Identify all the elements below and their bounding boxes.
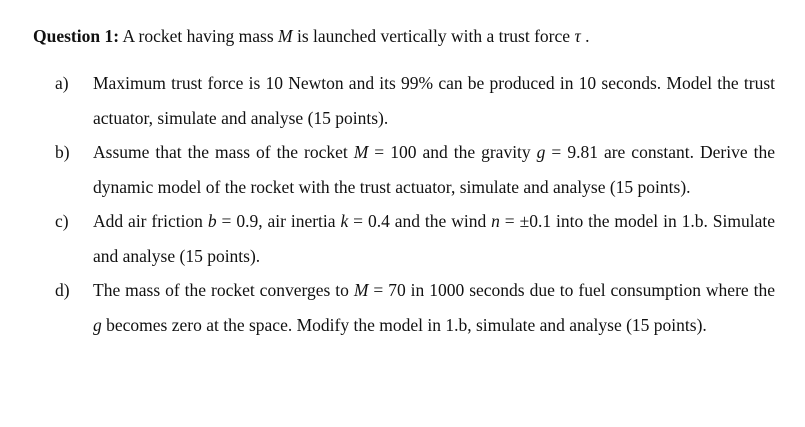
part-b-gravity-symbol: g [536, 142, 546, 162]
part-c-text-4: into the model in 1.b. Simulate and analyse (15 points). [93, 211, 775, 266]
question-heading [33, 24, 793, 48]
part-c-friction-equals: = [216, 211, 237, 231]
part-c-inertia-value: 0.4 [367, 211, 390, 231]
question-parts-list [55, 66, 775, 342]
part-d-mass-value: 70 [388, 280, 406, 300]
part-d [55, 273, 775, 342]
part-c-friction-symbol: b [207, 211, 217, 231]
force-symbol: τ [574, 26, 581, 46]
part-b-text-2: and the gravity [416, 142, 537, 162]
part-c-wind-equals: = [499, 211, 520, 231]
part-d-letter: d) [55, 280, 70, 300]
part-c-letter: c) [55, 211, 69, 231]
part-c-inertia-equals: = [348, 211, 368, 231]
part-d-text-1: The mass of the rocket converges to [93, 280, 354, 300]
part-b-text-1: Assume that the mass of the rocket [93, 142, 354, 162]
part-c [55, 204, 775, 273]
question-label: Question 1: [33, 26, 120, 46]
question-text-pre: A rocket having mass [119, 26, 278, 46]
part-b [55, 135, 775, 204]
part-b-mass-equals: = [368, 142, 391, 162]
part-d-text-3: becomes zero at the space. Modify the model in 1.b, simulate and analyse (15 points). [101, 314, 707, 335]
part-b-letter: b) [55, 142, 70, 162]
part-d-body [93, 273, 775, 342]
question-text-mid: is launched vertically with a trust force [292, 26, 575, 46]
question-text-end: . [580, 26, 590, 46]
part-c-wind-symbol: n [491, 211, 500, 231]
part-a-letter: a) [55, 73, 69, 93]
part-c-inertia-symbol: k [340, 211, 349, 231]
part-c-friction-value: 0.9 [236, 211, 259, 231]
part-d-mass-equals: = [368, 280, 389, 300]
part-d-gravity-symbol: g [93, 314, 102, 335]
mass-symbol: M [278, 26, 293, 46]
part-c-text-3: and the wind [389, 211, 492, 231]
part-c-text-1: Add air friction [93, 211, 208, 231]
part-c-text-2: , air inertia [258, 211, 341, 231]
part-b-body [93, 135, 775, 204]
part-b-gravity-equals: = [545, 142, 568, 162]
part-d-mass-symbol: M [353, 280, 369, 300]
part-b-mass-value: 100 [390, 142, 417, 162]
part-a [55, 66, 775, 135]
part-b-gravity-value: 9.81 [567, 142, 598, 162]
part-c-body [93, 204, 775, 273]
part-c-wind-value: ±0.1 [519, 211, 552, 231]
part-a-text: Maximum trust force is 10 Newton and its 99% can be produced in 10 seconds. Model the trust actuator, simulate and analyse (15 points). [93, 73, 775, 128]
part-d-text-2: in 1000 seconds due to fuel consumption where the [405, 280, 775, 300]
part-b-mass-symbol: M [353, 142, 369, 162]
part-b-text-3: are constant. Derive the dynamic model of the rocket with the trust actuator, simulate and analyse (15 points). [93, 142, 775, 197]
